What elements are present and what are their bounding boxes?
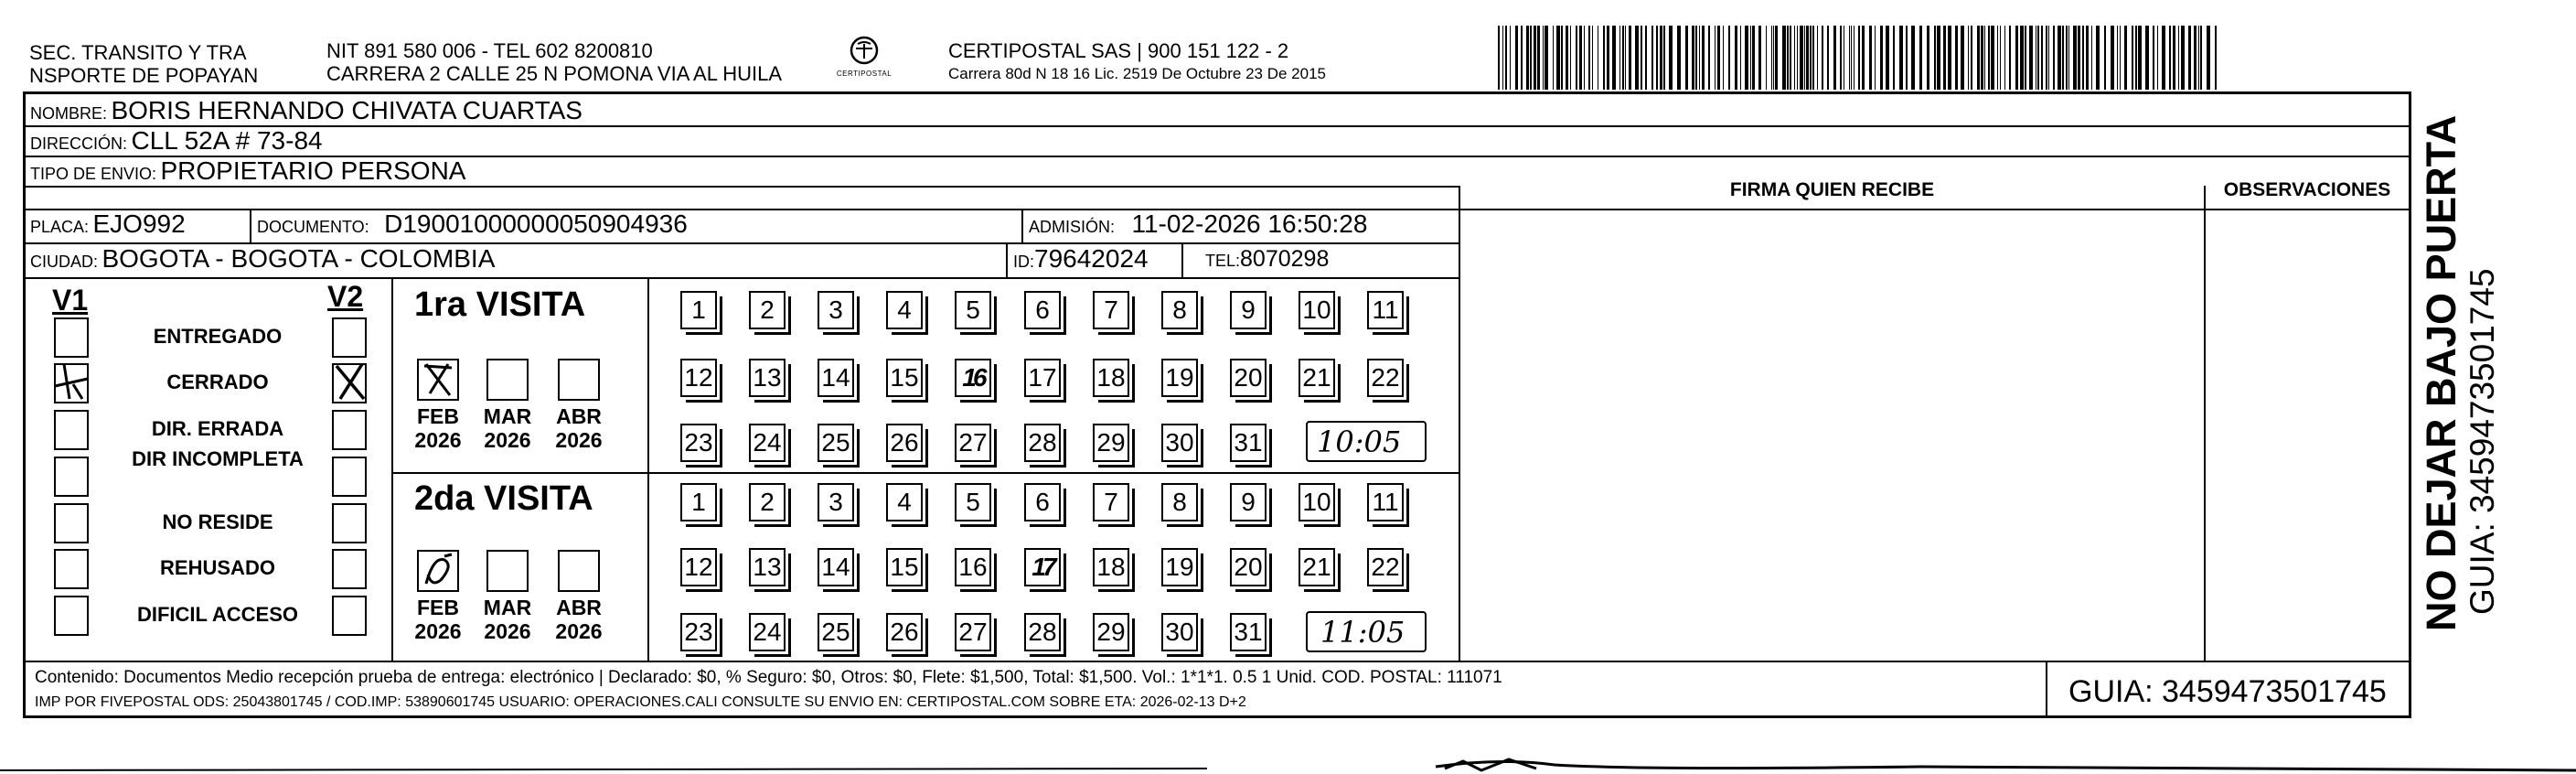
status-label: DIFICIL ACCESO xyxy=(136,603,298,626)
barcode-bar xyxy=(1635,26,1639,90)
second-visit-title: 2da VISITA xyxy=(414,479,593,518)
barcode-bar xyxy=(2025,26,2026,90)
first-visit-time-box xyxy=(1306,421,1427,462)
ciudad-label: CIUDAD: xyxy=(30,253,99,271)
barcode-bar xyxy=(1927,26,1929,90)
day-checkbox[interactable]: 24 xyxy=(749,424,786,462)
day-checkbox[interactable]: 27 xyxy=(955,613,991,651)
barcode-bar xyxy=(1685,26,1688,90)
day-checkbox[interactable]: 22 xyxy=(1367,359,1404,397)
day-checkbox[interactable]: 13 xyxy=(749,359,786,397)
barcode-bar xyxy=(2135,26,2137,90)
company-address: Carrera 80d N 18 16 Lic. 2519 De Octubre 23 De 2015 xyxy=(948,65,1326,82)
sender-line-1: SEC. TRANSITO Y TRA xyxy=(29,41,247,64)
day-checkbox[interactable]: 29 xyxy=(1093,613,1129,651)
tipo-envio-value: PROPIETARIO PERSONA xyxy=(160,156,466,185)
day-checkbox[interactable]: 22 xyxy=(1367,548,1404,586)
day-checkbox[interactable]: 7 xyxy=(1093,291,1129,329)
firma-header: FIRMA QUIEN RECIBE xyxy=(1729,179,1935,200)
barcode-bar xyxy=(2132,26,2133,90)
day-checkbox[interactable]: 30 xyxy=(1161,424,1198,462)
barcode-bar xyxy=(2041,26,2043,90)
v1-label: V1 xyxy=(52,284,89,317)
barcode-bar xyxy=(1708,26,1710,90)
admision-label: ADMISIÓN: xyxy=(1029,218,1116,236)
barcode-bar xyxy=(1771,26,1772,90)
first-visit-title: 1ra VISITA xyxy=(414,285,586,324)
barcode-bar xyxy=(1717,26,1720,90)
barcode-bar xyxy=(2111,26,2114,90)
second-visit-time: 11:05 xyxy=(1320,615,1406,650)
barcode-bar xyxy=(1702,26,1705,90)
barcode-bar xyxy=(1758,26,1761,90)
side-guia: GUIA: 3459473501745 xyxy=(2464,268,2501,615)
barcode-bar xyxy=(2157,26,2158,90)
day-checkbox[interactable]: 13 xyxy=(749,548,786,586)
day-checkbox[interactable]: 29 xyxy=(1093,424,1129,462)
paper-edge xyxy=(0,750,2576,774)
barcode-bar xyxy=(1822,26,1823,90)
month-label: MAR 2026 xyxy=(483,404,532,452)
barcode-bar xyxy=(1498,26,1500,90)
barcode-bar xyxy=(1840,26,1842,90)
barcode-bar xyxy=(1750,26,1751,90)
barcode-bar xyxy=(1787,26,1789,90)
barcode-bar xyxy=(1849,26,1850,90)
day-checkbox[interactable]: 20 xyxy=(1230,359,1267,397)
barcode-bar xyxy=(2086,26,2089,90)
placa-row xyxy=(30,209,186,244)
barcode-bar xyxy=(1622,26,1624,90)
barcode-bar xyxy=(1699,26,1700,90)
company-info xyxy=(948,39,1326,83)
status-label: CERRADO xyxy=(166,371,269,393)
day-checkbox[interactable]: 4 xyxy=(886,483,923,521)
placa-label: PLACA: xyxy=(30,218,90,236)
barcode-bar xyxy=(1745,26,1748,90)
barcode-bar xyxy=(2188,26,2191,90)
barcode-bar xyxy=(1991,26,1994,90)
barcode-bar xyxy=(2138,26,2142,90)
v2-status-checkbox[interactable] xyxy=(332,596,367,636)
footer-guia: GUIA: 3459473501745 xyxy=(2068,674,2387,709)
barcode-bar xyxy=(2053,26,2055,90)
day-checkbox[interactable]: 30 xyxy=(1161,613,1198,651)
v1-cerrado-mark xyxy=(51,359,90,404)
barcode-bar xyxy=(2178,26,2179,90)
footer-content: Contenido: Documentos Medio recepción prueba de entrega: electrónico | Declarado: $0, % Seguro: $0, Otros: $0, Flete: $1,500, Total: $1,500. Vol.: 1*1*1. 0.5 1 Unid. COD. POSTAL: 111071 xyxy=(35,668,1502,687)
barcode-bar xyxy=(1556,26,1560,90)
logo-text: CERTIPOSTAL xyxy=(836,70,893,78)
day-checkbox[interactable]: 28 xyxy=(1024,424,1061,462)
barcode-bar xyxy=(2048,26,2049,90)
v1-status-checkbox[interactable] xyxy=(54,317,89,358)
barcode-bar xyxy=(2058,26,2061,90)
barcode-bar xyxy=(1827,26,1829,90)
barcode-bar xyxy=(1886,26,1889,90)
barcode-bar xyxy=(1752,26,1755,90)
barcode-bar xyxy=(2215,26,2217,90)
barcode-bar xyxy=(2020,26,2024,90)
barcode-bar xyxy=(1797,26,1798,90)
barcode-bar xyxy=(1561,26,1563,90)
barcode-bar xyxy=(1943,26,1946,90)
barcode-bar xyxy=(1537,26,1540,90)
admision-value: 11-02-2026 16:50:28 xyxy=(1131,210,1368,238)
barcode-bar xyxy=(1766,26,1767,90)
tipo-envio-label: TIPO DE ENVIO: xyxy=(30,165,157,183)
barcode-bar xyxy=(1502,26,1503,90)
day-checkbox[interactable]: 19 xyxy=(1161,548,1198,586)
barcode-bar xyxy=(2096,26,2100,90)
barcode xyxy=(1498,26,2228,90)
day-checkbox[interactable]: 17 xyxy=(1024,548,1061,586)
v2-cerrado-mark xyxy=(331,359,369,404)
day-checkbox[interactable]: 26 xyxy=(886,613,923,651)
day-checkbox[interactable]: 25 xyxy=(818,424,854,462)
barcode-bar xyxy=(2181,26,2185,90)
day-checkbox[interactable]: 15 xyxy=(886,359,923,397)
company-line: CERTIPOSTAL SAS | 900 151 122 - 2 xyxy=(948,39,1289,62)
barcode-bar xyxy=(2207,26,2210,90)
tipo-envio-row xyxy=(30,156,465,191)
barcode-bar xyxy=(1645,26,1647,90)
barcode-bar xyxy=(1651,26,1653,90)
barcode-bar xyxy=(2162,26,2165,90)
day-checkbox[interactable]: 12 xyxy=(680,548,717,586)
month-checkbox[interactable] xyxy=(486,550,529,592)
tel-value: 8070298 xyxy=(1240,246,1330,272)
day-checkbox[interactable]: 21 xyxy=(1299,548,1335,586)
barcode-bar xyxy=(1740,26,1741,90)
barcode-bar xyxy=(1854,26,1855,90)
address-line: CARRERA 2 CALLE 25 N POMONA VIA AL HUILA xyxy=(326,62,783,85)
barcode-bar xyxy=(1607,26,1609,90)
barcode-bar xyxy=(2009,26,2011,90)
day-checkbox[interactable]: 16 xyxy=(955,359,991,397)
barcode-bar xyxy=(1510,26,1511,90)
day-checkbox[interactable]: 3 xyxy=(818,483,854,521)
month-label: MAR 2026 xyxy=(483,596,532,643)
v1-status-checkbox[interactable] xyxy=(54,503,89,543)
month-checkbox[interactable] xyxy=(558,359,600,401)
month-label: FEB 2026 xyxy=(414,404,462,452)
barcode-bar xyxy=(2037,26,2039,90)
day-checkbox[interactable]: 4 xyxy=(886,291,923,329)
v2-status-checkbox[interactable] xyxy=(332,457,367,497)
barcode-bar xyxy=(1833,26,1836,90)
day-checkbox[interactable]: 1 xyxy=(680,291,717,329)
barcode-bar xyxy=(2091,26,2092,90)
barcode-bar xyxy=(1677,26,1681,90)
day-checkbox[interactable]: 18 xyxy=(1093,548,1129,586)
barcode-bar xyxy=(1919,26,1922,90)
barcode-bar xyxy=(1937,26,1940,90)
day-checkbox[interactable]: 14 xyxy=(818,359,854,397)
barcode-bar xyxy=(1660,26,1662,90)
day-checkbox[interactable]: 14 xyxy=(818,548,854,586)
v2-status-checkbox[interactable] xyxy=(332,317,367,358)
barcode-bar xyxy=(2066,26,2068,90)
status-label: REHUSADO xyxy=(160,556,275,579)
v1-status-checkbox[interactable] xyxy=(54,410,89,450)
documento-label: DOCUMENTO: xyxy=(257,218,369,236)
nombre-value: BORIS HERNANDO CHIVATA CUARTAS xyxy=(111,96,583,124)
barcode-bar xyxy=(1899,26,1903,90)
ciudad-row xyxy=(30,243,495,279)
v2-status-checkbox[interactable] xyxy=(332,503,367,543)
footer-print-info: IMP POR FIVEPOSTAL ODS: 25043801745 / COD.IMP: 53890601745 USUARIO: OPERACIONES.CALI CONSULTE SU ENVIO EN: CERTIPOSTAL.COM SOBRE ETA: 2026-02-13 D+2 xyxy=(35,694,1246,710)
barcode-bar xyxy=(1968,26,1969,90)
v2-label: V2 xyxy=(327,280,364,313)
barcode-bar xyxy=(1612,26,1616,90)
barcode-bar xyxy=(1592,26,1593,90)
barcode-bar xyxy=(1579,26,1582,90)
day-checkbox[interactable]: 20 xyxy=(1230,548,1267,586)
barcode-bar xyxy=(2029,26,2033,90)
status-label: ENTREGADO xyxy=(153,325,283,348)
barcode-bar xyxy=(1553,26,1554,90)
status-label: DIR. ERRADA xyxy=(151,417,284,440)
barcode-bar xyxy=(1641,26,1642,90)
barcode-bar xyxy=(1543,26,1544,90)
barcode-bar xyxy=(2200,26,2202,90)
status-label: NO RESIDE xyxy=(162,511,273,533)
barcode-bar xyxy=(2124,26,2127,90)
barcode-bar xyxy=(1521,26,1523,90)
barcode-bar xyxy=(1806,26,1809,90)
day-checkbox[interactable]: 7 xyxy=(1093,483,1129,521)
barcode-bar xyxy=(1570,26,1571,90)
day-checkbox[interactable]: 18 xyxy=(1093,359,1129,397)
barcode-bar xyxy=(1893,26,1895,90)
v1-status-checkbox[interactable] xyxy=(54,549,89,589)
barcode-bar xyxy=(1977,26,1980,90)
v2-status-checkbox[interactable] xyxy=(332,549,367,589)
barcode-bar xyxy=(1715,26,1716,90)
barcode-bar xyxy=(2000,26,2001,90)
direccion-label: DIRECCIÓN: xyxy=(30,134,128,153)
barcode-bar xyxy=(2046,26,2047,90)
barcode-bar xyxy=(1934,26,1936,90)
barcode-bar xyxy=(1880,26,1883,90)
barcode-bar xyxy=(1851,26,1852,90)
day-checkbox[interactable]: 25 xyxy=(818,613,854,651)
day-checkbox[interactable]: 2 xyxy=(749,483,786,521)
barcode-bar xyxy=(1545,26,1548,90)
barcode-bar xyxy=(1775,26,1778,90)
barcode-bar xyxy=(2173,26,2175,90)
barcode-bar xyxy=(1723,26,1724,90)
barcode-bar xyxy=(1948,26,1951,90)
status-label: DIR INCOMPLETA xyxy=(132,447,304,470)
month-label: FEB 2026 xyxy=(414,596,462,643)
barcode-bar xyxy=(1955,26,1958,90)
month-label: ABR 2026 xyxy=(555,404,603,452)
barcode-bar xyxy=(1875,26,1876,90)
second-visit-feb-mark xyxy=(417,549,461,593)
id-label: ID: xyxy=(1013,253,1035,271)
barcode-bar xyxy=(1566,26,1568,90)
barcode-bar xyxy=(1773,26,1774,90)
first-visit-feb-mark xyxy=(417,357,461,401)
documento-row xyxy=(257,209,688,244)
day-checkbox[interactable]: 23 xyxy=(680,424,717,462)
barcode-bar xyxy=(1584,26,1585,90)
tel-row xyxy=(1205,243,1329,278)
barcode-bar xyxy=(1669,26,1673,90)
day-checkbox[interactable]: 11 xyxy=(1367,291,1404,329)
day-checkbox[interactable]: 17 xyxy=(1024,359,1061,397)
observaciones-header: OBSERVACIONES xyxy=(2223,179,2391,200)
barcode-bar xyxy=(1603,26,1605,90)
direccion-value: CLL 52A # 73-84 xyxy=(131,126,323,155)
barcode-bar xyxy=(1656,26,1658,90)
barcode-bar xyxy=(2169,26,2171,90)
barcode-bar xyxy=(1804,26,1805,90)
barcode-bar xyxy=(1505,26,1507,90)
day-checkbox[interactable]: 2 xyxy=(749,291,786,329)
month-checkbox[interactable] xyxy=(486,359,529,401)
barcode-bar xyxy=(2198,26,2199,90)
month-label: ABR 2026 xyxy=(555,596,603,643)
barcode-bar xyxy=(2120,26,2121,90)
barcode-bar xyxy=(1735,26,1737,90)
barcode-bar xyxy=(1988,26,1990,90)
barcode-bar xyxy=(2145,26,2149,90)
day-checkbox[interactable]: 3 xyxy=(818,291,854,329)
barcode-bar xyxy=(1862,26,1865,90)
barcode-bar xyxy=(1588,26,1590,90)
barcode-bar xyxy=(1692,26,1694,90)
sender-line-2: NSPORTE DE POPAYAN xyxy=(29,64,259,87)
certipostal-logo xyxy=(832,35,896,85)
barcode-bar xyxy=(2104,26,2106,90)
sender-name xyxy=(29,41,258,87)
day-checkbox[interactable]: 23 xyxy=(680,613,717,651)
side-text xyxy=(2419,0,2528,631)
barcode-bar xyxy=(2194,26,2197,90)
barcode-bar xyxy=(1817,26,1818,90)
day-checkbox[interactable]: 9 xyxy=(1230,291,1267,329)
day-checkbox[interactable]: 10 xyxy=(1299,291,1335,329)
day-checkbox[interactable]: 10 xyxy=(1299,483,1335,521)
side-warning: NO DEJAR BAJO PUERTA xyxy=(2418,114,2464,631)
sender-contact xyxy=(326,39,782,85)
placa-value: EJO992 xyxy=(92,210,186,238)
barcode-bar xyxy=(2082,26,2084,90)
day-checkbox[interactable]: 8 xyxy=(1161,483,1198,521)
second-visit-time-box xyxy=(1306,611,1427,652)
barcode-bar xyxy=(1629,26,1631,90)
barcode-bar xyxy=(1906,26,1908,90)
day-checkbox[interactable]: 6 xyxy=(1024,291,1061,329)
id-row xyxy=(1013,243,1149,279)
nombre-label: NOMBRE: xyxy=(30,104,108,123)
nit-line: NIT 891 580 006 - TEL 602 8200810 xyxy=(326,39,653,62)
barcode-bar xyxy=(1961,26,1964,90)
first-visit-time: 10:05 xyxy=(1317,425,1402,459)
barcode-bar xyxy=(1981,26,1983,90)
day-checkbox[interactable]: 5 xyxy=(955,483,991,521)
barcode-bar xyxy=(1728,26,1730,90)
barcode-bar xyxy=(1782,26,1786,90)
day-checkbox[interactable]: 26 xyxy=(886,424,923,462)
barcode-bar xyxy=(2015,26,2018,90)
barcode-bar xyxy=(2068,26,2069,90)
barcode-bar xyxy=(2117,26,2118,90)
barcode-bar xyxy=(2078,26,2080,90)
barcode-bar xyxy=(1800,26,1803,90)
day-checkbox[interactable]: 15 xyxy=(886,548,923,586)
barcode-bar xyxy=(2073,26,2077,90)
barcode-bar xyxy=(1619,26,1620,90)
barcode-bar xyxy=(1530,26,1532,90)
barcode-bar xyxy=(1911,26,1915,90)
barcode-bar xyxy=(1810,26,1812,90)
barcode-bar xyxy=(1812,26,1814,90)
day-checkbox[interactable]: 24 xyxy=(749,613,786,651)
id-value: 79642024 xyxy=(1034,244,1149,273)
v2-status-checkbox[interactable] xyxy=(332,410,367,450)
barcode-bar xyxy=(2062,26,2064,90)
barcode-bar xyxy=(1794,26,1795,90)
barcode-bar xyxy=(1997,26,1998,90)
day-checkbox[interactable]: 31 xyxy=(1230,613,1267,651)
barcode-bar xyxy=(1971,26,1972,90)
day-checkbox[interactable]: 12 xyxy=(680,359,717,397)
day-checkbox[interactable]: 1 xyxy=(680,483,717,521)
barcode-bar xyxy=(2153,26,2154,90)
barcode-bar xyxy=(1515,26,1518,90)
barcode-bar xyxy=(1858,26,1860,90)
barcode-bar xyxy=(1984,26,1985,90)
barcode-bar xyxy=(1695,26,1697,90)
barcode-bar xyxy=(1790,26,1791,90)
day-checkbox[interactable]: 31 xyxy=(1230,424,1267,462)
barcode-bar xyxy=(1526,26,1529,90)
barcode-bar xyxy=(2004,26,2005,90)
day-checkbox[interactable]: 5 xyxy=(955,291,991,329)
day-checkbox[interactable]: 9 xyxy=(1230,483,1267,521)
day-checkbox[interactable]: 16 xyxy=(955,548,991,586)
day-checkbox[interactable]: 6 xyxy=(1024,483,1061,521)
admision-row xyxy=(1029,209,1367,244)
day-checkbox[interactable]: 21 xyxy=(1299,359,1335,397)
day-checkbox[interactable]: 28 xyxy=(1024,613,1061,651)
barcode-bar xyxy=(1576,26,1577,90)
barcode-bar xyxy=(1625,26,1626,90)
day-checkbox[interactable]: 27 xyxy=(955,424,991,462)
day-checkbox[interactable]: 11 xyxy=(1367,483,1404,521)
v1-status-checkbox[interactable] xyxy=(54,457,89,497)
ciudad-value: BOGOTA - BOGOTA - COLOMBIA xyxy=(102,244,496,273)
day-checkbox[interactable]: 8 xyxy=(1161,291,1198,329)
documento-value: D19001000000050904936 xyxy=(384,210,688,238)
barcode-bar xyxy=(1663,26,1665,90)
tel-label: TEL: xyxy=(1205,252,1241,270)
day-checkbox[interactable]: 19 xyxy=(1161,359,1198,397)
barcode-bar xyxy=(1534,26,1536,90)
month-checkbox[interactable] xyxy=(558,550,600,592)
v1-status-checkbox[interactable] xyxy=(54,596,89,636)
barcode-bar xyxy=(1869,26,1872,90)
